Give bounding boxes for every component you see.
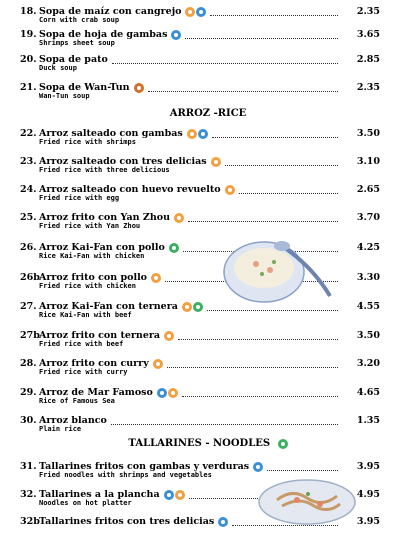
- egg-icon: [168, 388, 178, 398]
- item-number: 27b: [20, 330, 40, 341]
- vegetarian-icon: [278, 439, 288, 449]
- item-number: 20.: [20, 54, 37, 65]
- item-name: Arroz frito con pollo: [39, 272, 148, 283]
- item-subtitle: Corn with crab soup: [39, 16, 120, 24]
- item-number: 29.: [20, 387, 37, 398]
- section-title-rice: ARROZ -RICE: [169, 108, 247, 119]
- dot-leader: [188, 214, 338, 222]
- item-name: Arroz blanco: [39, 415, 107, 426]
- item-price: 3.95: [356, 516, 380, 527]
- item-name: Sopa de pato: [39, 54, 108, 65]
- rice-dish-photo: [212, 226, 342, 306]
- dot-leader: [212, 130, 338, 138]
- item-subtitle: Plain rice: [39, 425, 82, 433]
- item-subtitle: Fried noodles with shrimps and vegetables: [39, 471, 212, 479]
- item-price: 2.85: [356, 54, 380, 65]
- menu-item: [20, 81, 380, 100]
- item-icons: [169, 243, 179, 253]
- item-subtitle: Fried rice with beef: [39, 340, 124, 348]
- menu-item: [20, 53, 380, 72]
- item-number: 22.: [20, 128, 37, 139]
- item-number: 18.: [20, 6, 37, 17]
- item-price: 3.30: [356, 272, 380, 283]
- item-price: 4.55: [356, 301, 380, 312]
- item-subtitle: Fried rice with three delicious: [39, 166, 170, 174]
- egg-icon: [185, 7, 195, 17]
- item-number: 32b: [20, 516, 40, 527]
- item-icons: [182, 302, 203, 312]
- item-number: 23.: [20, 156, 37, 167]
- menu-item: [20, 414, 380, 433]
- dot-leader: [178, 332, 338, 340]
- item-name: Sopa de hoja de gambas: [39, 29, 168, 40]
- item-subtitle: Wan-Tun soup: [39, 92, 90, 100]
- seafood-icon: [164, 490, 174, 500]
- item-subtitle: Noodles on hot platter: [39, 499, 132, 507]
- item-subtitle: Shrimps sheet soup: [39, 39, 115, 47]
- item-price: 1.35: [356, 415, 380, 426]
- dot-leader: [148, 84, 338, 92]
- egg-icon: [211, 157, 221, 167]
- seafood-icon: [171, 30, 181, 40]
- item-icons: [185, 7, 206, 17]
- item-subtitle: Rice Kai-Fan with chicken: [39, 252, 145, 260]
- item-name: Arroz salteado con tres delicias: [39, 156, 207, 167]
- menu-item: [20, 329, 380, 348]
- item-icons: [134, 83, 144, 93]
- item-icons: [164, 331, 174, 341]
- item-price: 2.65: [356, 184, 380, 195]
- egg-icon: [182, 302, 192, 312]
- item-number: 24.: [20, 184, 37, 195]
- item-price: 3.50: [356, 330, 380, 341]
- seafood-icon: [196, 7, 206, 17]
- dot-leader: [185, 31, 338, 39]
- menu-item: [20, 28, 380, 47]
- item-icons: [225, 185, 235, 195]
- item-name: Arroz frito con curry: [39, 358, 149, 369]
- seafood-icon: [218, 517, 228, 527]
- item-icons: [157, 388, 178, 398]
- item-subtitle: Fried rice with egg: [39, 194, 120, 202]
- menu-item: [20, 357, 380, 376]
- item-subtitle: Fried rice with chicken: [39, 282, 136, 290]
- item-icons: [187, 129, 208, 139]
- dot-leader: [111, 417, 338, 425]
- egg-icon: [164, 331, 174, 341]
- menu-item: [20, 183, 380, 202]
- egg-icon: [225, 185, 235, 195]
- vegetarian-icon: [169, 243, 179, 253]
- item-icons: [211, 157, 221, 167]
- item-name: Tallarines fritos con gambas y verduras: [39, 461, 250, 472]
- item-icons: [153, 359, 163, 369]
- egg-icon: [151, 273, 161, 283]
- dot-leader: [210, 8, 338, 16]
- item-name: Sopa de Wan-Tun: [39, 82, 130, 93]
- spicy-icon: [134, 83, 144, 93]
- item-price: 3.50: [356, 128, 380, 139]
- vegetarian-icon: [193, 302, 203, 312]
- item-name: Arroz frito con Yan Zhou: [39, 212, 170, 223]
- item-number: 30.: [20, 415, 37, 426]
- item-number: 31.: [20, 461, 37, 472]
- item-subtitle: Duck soup: [39, 64, 77, 72]
- egg-icon: [175, 490, 185, 500]
- item-name: Sopa de maíz con cangrejo: [39, 6, 182, 17]
- item-icons: [164, 490, 185, 500]
- item-number: 27.: [20, 301, 37, 312]
- item-price: 4.95: [356, 489, 380, 500]
- item-number: 26.: [20, 242, 37, 253]
- menu-item: [20, 155, 380, 174]
- menu-item: [20, 127, 380, 146]
- item-price: 4.65: [356, 387, 380, 398]
- section-title-noodles: [0, 438, 416, 449]
- item-icons: [171, 30, 181, 40]
- dot-leader: [182, 389, 338, 397]
- item-name: Tallarines fritos con tres delicias: [39, 516, 215, 527]
- item-number: 21.: [20, 82, 37, 93]
- item-subtitle: Rice Kai-Fan with beef: [39, 311, 132, 319]
- egg-icon: [187, 129, 197, 139]
- item-icons: [174, 213, 184, 223]
- item-price: 3.70: [356, 212, 380, 223]
- item-price: 4.25: [356, 242, 380, 253]
- item-number: 26b: [20, 272, 40, 283]
- item-subtitle: Fried rice with curry: [39, 368, 128, 376]
- item-price: 2.35: [356, 82, 380, 93]
- item-subtitle: Rice of Famous Sea: [39, 397, 115, 405]
- item-number: 28.: [20, 358, 37, 369]
- seafood-icon: [157, 388, 167, 398]
- item-number: 25.: [20, 212, 37, 223]
- item-name: Tallarines a la plancha: [39, 489, 160, 500]
- item-name: Arroz de Mar Famoso: [39, 387, 153, 398]
- item-price: 3.95: [356, 461, 380, 472]
- item-price: 2.35: [356, 6, 380, 17]
- dot-leader: [239, 186, 338, 194]
- noodle-dish-photo: [252, 470, 362, 530]
- menu-item: [20, 5, 380, 24]
- dot-leader: [167, 360, 338, 368]
- item-price: 3.10: [356, 156, 380, 167]
- item-subtitle: Fried rice with shrimps: [39, 138, 136, 146]
- item-name: Arroz frito con ternera: [39, 330, 161, 341]
- item-price: 3.65: [356, 29, 380, 40]
- egg-icon: [153, 359, 163, 369]
- egg-icon: [174, 213, 184, 223]
- item-name: Arroz Kai-Fan con pollo: [39, 242, 165, 253]
- item-number: 19.: [20, 29, 37, 40]
- item-price: 3.20: [356, 358, 380, 369]
- item-name: Arroz salteado con huevo revuelto: [39, 184, 221, 195]
- section-title-noodles-text: TALLARINES - NOODLES: [128, 438, 271, 449]
- item-icons: [218, 517, 228, 527]
- seafood-icon: [198, 129, 208, 139]
- dot-leader: [225, 158, 338, 166]
- item-icons: [151, 273, 161, 283]
- item-name: Arroz Kai-Fan con ternera: [39, 301, 178, 312]
- menu-item: [20, 386, 380, 405]
- item-name: Arroz salteado con gambas: [39, 128, 183, 139]
- dot-leader: [112, 56, 338, 64]
- item-number: 32.: [20, 489, 37, 500]
- item-subtitle: Fried rice with Yan Zhou: [39, 222, 141, 230]
